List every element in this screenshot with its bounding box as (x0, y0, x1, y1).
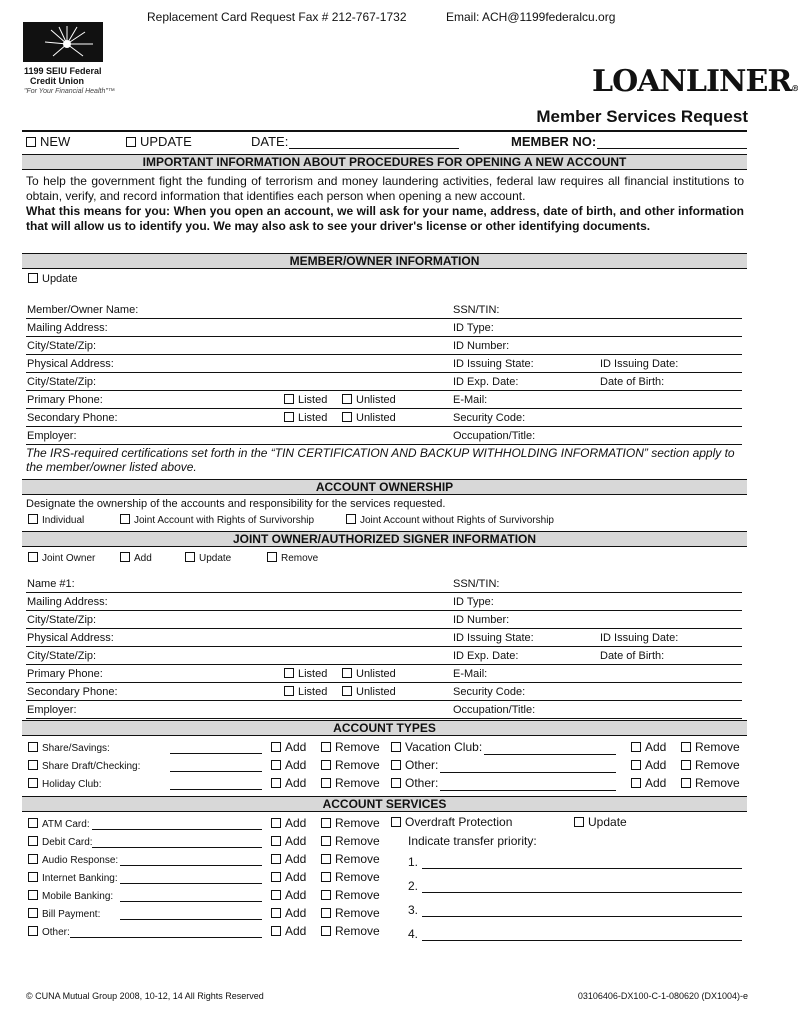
account-type-right-checkbox[interactable] (391, 742, 401, 752)
account-type-left-remove-option[interactable] (321, 759, 380, 772)
joint-owner-label: Joint Owner (42, 553, 96, 564)
service-option[interactable] (28, 890, 113, 903)
listed-label: Listed (298, 412, 328, 424)
account-type-line[interactable] (170, 789, 262, 790)
remove-checkbox[interactable] (321, 854, 331, 864)
joint-field-row[interactable] (26, 629, 742, 647)
joint-without-survivorship-option[interactable] (346, 514, 554, 527)
unlisted-checkbox[interactable] (342, 394, 352, 404)
listed-checkbox[interactable] (284, 686, 294, 696)
add-label: Add (285, 888, 307, 902)
account-type-left-remove-option[interactable] (321, 777, 380, 790)
remove-label: Remove (335, 758, 380, 772)
joint-right-label: Occupation/Title: (453, 704, 536, 716)
service-remove-option[interactable] (321, 817, 380, 830)
overdraft-option[interactable] (391, 816, 512, 829)
service-remove-option[interactable] (321, 853, 380, 866)
overdraft-update-option[interactable] (574, 816, 627, 829)
service-add-option[interactable] (271, 835, 306, 848)
remove-label: Remove (695, 740, 740, 754)
form-code: 03106406-DX100-C-1-080620 (DX1004)-e (577, 991, 748, 1001)
account-type-right-label: Other: (405, 758, 439, 772)
service-option[interactable] (28, 908, 100, 921)
account-type-line[interactable] (170, 771, 262, 772)
service-remove-option[interactable] (321, 925, 380, 938)
account-type-label: Holiday Club: (42, 779, 102, 790)
member-right-label: SSN/TIN: (453, 304, 500, 316)
joint-left-label: Mailing Address: (27, 596, 108, 608)
member-left-label: Physical Address: (27, 358, 114, 370)
add-checkbox[interactable] (631, 760, 641, 770)
account-type-left-add-option[interactable] (271, 741, 306, 754)
member-left-label: Secondary Phone: (27, 412, 118, 424)
cu-tagline: "For Your Financial Health"™ (24, 88, 115, 95)
unlisted-checkbox[interactable] (342, 686, 352, 696)
joint-left-label: City/State/Zip: (27, 614, 97, 626)
joint-left-label: City/State/Zip: (27, 650, 97, 662)
member-unlisted-option[interactable] (342, 394, 396, 406)
service-add-option[interactable] (271, 925, 306, 938)
service-checkbox[interactable] (28, 890, 38, 900)
irs-note: The IRS-required certifications set forth in the “TIN CERTIFICATION AND BACKUP WITHHOLDING INFORMATION” section apply to the member/owner listed above. (26, 446, 735, 474)
member-no-label: MEMBER NO: (511, 134, 597, 149)
member-left-label: Primary Phone: (27, 394, 103, 406)
member-field-row[interactable] (26, 355, 742, 373)
remove-label: Remove (335, 924, 380, 938)
add-label: Add (645, 776, 667, 790)
update-label: UPDATE (140, 134, 192, 149)
individual-option[interactable] (28, 514, 84, 527)
service-remove-option[interactable] (321, 907, 380, 920)
joint-right-label: SSN/TIN: (453, 578, 500, 590)
account-type-right-checkbox[interactable] (391, 760, 401, 770)
new-label: NEW (40, 134, 71, 149)
joint-left-label: Secondary Phone: (27, 686, 118, 698)
page-title: Member Services Request (536, 107, 748, 126)
priority-line[interactable] (422, 916, 742, 917)
joint-field-row[interactable] (26, 647, 742, 665)
add-label: Add (285, 870, 307, 884)
service-option[interactable] (28, 836, 93, 849)
member-right-label: ID Number: (453, 340, 510, 352)
account-services-heading: ACCOUNT SERVICES (22, 796, 747, 812)
service-checkbox[interactable] (28, 926, 38, 936)
member-right-label: E-Mail: (453, 394, 488, 406)
joint-with-survivorship-label: Joint Account with Rights of Survivorship (134, 515, 315, 526)
member-left-label: Employer: (27, 430, 77, 442)
listed-checkbox[interactable] (284, 668, 294, 678)
service-line[interactable] (70, 937, 262, 938)
member-left-label: City/State/Zip: (27, 340, 97, 352)
add-checkbox[interactable] (271, 926, 281, 936)
joint-listed-option[interactable] (284, 686, 327, 698)
remove-label: Remove (335, 870, 380, 884)
member-update-option[interactable] (28, 273, 77, 286)
add-checkbox[interactable] (271, 890, 281, 900)
joint-field-row[interactable] (26, 665, 742, 683)
account-type-checkbox[interactable] (28, 760, 38, 770)
joint-right-label: E-Mail: (453, 668, 488, 680)
joint-right-label: ID Number: (453, 614, 510, 626)
date-label: DATE: (251, 134, 289, 149)
account-type-right-label: Vacation Club: (405, 740, 483, 754)
account-type-right-line[interactable] (440, 772, 616, 773)
member-left-label: Mailing Address: (27, 322, 108, 334)
joint-remove-checkbox[interactable] (267, 552, 277, 562)
remove-label: Remove (335, 834, 380, 848)
unlisted-label: Unlisted (356, 668, 396, 680)
remove-checkbox[interactable] (321, 890, 331, 900)
service-line[interactable] (92, 847, 262, 848)
joint-listed-option[interactable] (284, 668, 327, 680)
joint-right-label: ID Exp. Date: (453, 650, 519, 662)
add-label: Add (285, 776, 307, 790)
account-type-right[interactable] (391, 759, 438, 772)
priority-line[interactable] (422, 868, 742, 869)
unlisted-checkbox[interactable] (342, 668, 352, 678)
unlisted-label: Unlisted (356, 412, 396, 424)
add-checkbox[interactable] (271, 778, 281, 788)
service-label: Other: (42, 927, 70, 938)
joint-field-row[interactable] (26, 701, 742, 719)
account-type-left[interactable] (28, 742, 110, 755)
ownership-description: Designate the ownership of the accounts and responsibility for the services requested. (26, 498, 446, 510)
remove-checkbox[interactable] (321, 778, 331, 788)
important-para1: To help the government fight the funding of terrorism and money laundering activities, federal law requires all financial institutions to obtain, verify, and record information that identifies each person when opening a new account. (26, 174, 744, 203)
joint-right-label: ID Type: (453, 596, 494, 608)
add-checkbox[interactable] (271, 742, 281, 752)
member-owner-heading: MEMBER/OWNER INFORMATION (22, 253, 747, 269)
member-field-row[interactable] (26, 409, 742, 427)
add-label: Add (285, 758, 307, 772)
service-checkbox[interactable] (28, 854, 38, 864)
member-no-field[interactable] (597, 148, 747, 149)
service-option[interactable] (28, 926, 70, 939)
priority-number: 3. (408, 903, 419, 917)
remove-label: Remove (695, 776, 740, 790)
priority-number: 2. (408, 879, 419, 893)
add-checkbox[interactable] (271, 836, 281, 846)
priority-number: 1. (408, 855, 419, 869)
listed-checkbox[interactable] (284, 412, 294, 422)
member-field-row[interactable] (26, 373, 742, 391)
listed-label: Listed (298, 686, 328, 698)
add-label: Add (285, 852, 307, 866)
service-add-option[interactable] (271, 853, 306, 866)
service-add-option[interactable] (271, 907, 306, 920)
joint-add-option[interactable] (120, 552, 152, 565)
joint-unlisted-option[interactable] (342, 668, 396, 680)
account-type-label: Share/Savings: (42, 743, 110, 754)
member-field-row[interactable] (26, 391, 742, 409)
account-type-left[interactable] (28, 778, 101, 791)
add-label: Add (285, 906, 307, 920)
overdraft-label: Overdraft Protection (405, 815, 513, 829)
account-type-right-add-option[interactable] (631, 741, 666, 754)
member-field-row[interactable] (26, 319, 742, 337)
add-checkbox[interactable] (271, 818, 281, 828)
add-checkbox[interactable] (631, 778, 641, 788)
member-right-label: Occupation/Title: (453, 430, 536, 442)
service-add-option[interactable] (271, 871, 306, 884)
remove-label: Remove (335, 776, 380, 790)
member-right-label: ID Type: (453, 322, 494, 334)
member-unlisted-option[interactable] (342, 412, 396, 424)
member-right-label: Security Code: (453, 412, 526, 424)
account-type-right-add-option[interactable] (631, 759, 666, 772)
joint-add-label: Add (134, 553, 152, 564)
listed-checkbox[interactable] (284, 394, 294, 404)
add-checkbox[interactable] (271, 908, 281, 918)
divider (22, 130, 747, 132)
member-listed-option[interactable] (284, 412, 327, 424)
remove-checkbox[interactable] (321, 926, 331, 936)
service-remove-option[interactable] (321, 871, 380, 884)
joint-right-label: Security Code: (453, 686, 526, 698)
account-type-left-add-option[interactable] (271, 777, 306, 790)
remove-checkbox[interactable] (681, 742, 691, 752)
add-checkbox[interactable] (271, 872, 281, 882)
field-underline (26, 444, 742, 445)
field-underline (26, 718, 742, 719)
overdraft-update-checkbox[interactable] (574, 817, 584, 827)
member-left-label: City/State/Zip: (27, 376, 97, 388)
remove-checkbox[interactable] (321, 760, 331, 770)
remove-label: Remove (335, 906, 380, 920)
service-remove-option[interactable] (321, 889, 380, 902)
remove-checkbox[interactable] (321, 742, 331, 752)
member-field-row[interactable] (26, 337, 742, 355)
member-right-label: ID Issuing State: (453, 358, 534, 370)
account-type-right[interactable] (391, 741, 482, 754)
add-label: Add (285, 924, 307, 938)
service-checkbox[interactable] (28, 872, 38, 882)
add-label: Add (285, 816, 307, 830)
remove-checkbox[interactable] (681, 760, 691, 770)
joint-without-survivorship-checkbox[interactable] (346, 514, 356, 524)
account-type-left-add-option[interactable] (271, 759, 306, 772)
service-line[interactable] (120, 901, 262, 902)
member-right-label-2: Date of Birth: (600, 376, 665, 388)
service-add-option[interactable] (271, 817, 306, 830)
joint-update-checkbox[interactable] (185, 552, 195, 562)
service-line[interactable] (120, 865, 262, 866)
service-line[interactable] (92, 829, 262, 830)
joint-field-row[interactable] (26, 683, 742, 701)
member-update-label: Update (42, 273, 78, 285)
joint-owner-checkbox[interactable] (28, 552, 38, 562)
joint-field-row[interactable] (26, 611, 742, 629)
add-label: Add (285, 740, 307, 754)
account-type-right-remove-option[interactable] (681, 777, 740, 790)
account-type-line[interactable] (170, 753, 262, 754)
individual-label: Individual (42, 515, 85, 526)
account-type-checkbox[interactable] (28, 742, 38, 752)
account-type-right-line[interactable] (440, 790, 616, 791)
account-type-right-remove-option[interactable] (681, 759, 740, 772)
service-option[interactable] (28, 818, 90, 831)
service-label: Debit Card: (42, 837, 93, 848)
account-type-right-line[interactable] (484, 754, 616, 755)
cu-name-line2: Credit Union (30, 76, 84, 86)
service-label: ATM Card: (42, 819, 90, 830)
joint-owner-heading: JOINT OWNER/AUTHORIZED SIGNER INFORMATION (22, 531, 747, 547)
service-option[interactable] (28, 854, 118, 867)
joint-right-label-2: Date of Birth: (600, 650, 665, 662)
priority-number: 4. (408, 927, 419, 941)
joint-update-option[interactable] (185, 552, 231, 565)
remove-checkbox[interactable] (681, 778, 691, 788)
joint-field-row[interactable] (26, 575, 742, 593)
remove-label: Remove (335, 852, 380, 866)
copyright: © CUNA Mutual Group 2008, 10-12, 14 All Rights Reserved (26, 991, 264, 1001)
transfer-priority-label: Indicate transfer priority: (408, 834, 537, 848)
remove-checkbox[interactable] (321, 908, 331, 918)
new-checkbox[interactable] (26, 137, 36, 147)
remove-label: Remove (335, 816, 380, 830)
loanliner-logo (592, 66, 798, 104)
credit-union-name (24, 66, 102, 86)
account-type-right[interactable] (391, 777, 438, 790)
unlisted-checkbox[interactable] (342, 412, 352, 422)
service-line[interactable] (120, 883, 262, 884)
overdraft-update-label: Update (588, 815, 627, 829)
joint-left-label: Name #1: (27, 578, 75, 590)
account-type-right-add-option[interactable] (631, 777, 666, 790)
service-label: Audio Response: (42, 855, 119, 866)
remove-checkbox[interactable] (321, 818, 331, 828)
remove-label: Remove (335, 888, 380, 902)
add-checkbox[interactable] (631, 742, 641, 752)
service-label: Internet Banking: (42, 873, 118, 884)
member-listed-option[interactable] (284, 394, 327, 406)
account-type-label: Share Draft/Checking: (42, 761, 141, 772)
cu-name-line1: 1199 SEIU Federal (24, 66, 102, 76)
joint-with-survivorship-option[interactable] (120, 514, 314, 527)
update-checkbox[interactable] (126, 137, 136, 147)
unlisted-label: Unlisted (356, 394, 396, 406)
account-types-heading: ACCOUNT TYPES (22, 720, 747, 736)
service-label: Bill Payment: (42, 909, 101, 920)
member-update-checkbox[interactable] (28, 273, 38, 283)
add-checkbox[interactable] (271, 760, 281, 770)
joint-left-label: Primary Phone: (27, 668, 103, 680)
joint-unlisted-option[interactable] (342, 686, 396, 698)
fax-number: Replacement Card Request Fax # 212-767-1732 (147, 10, 407, 24)
service-remove-option[interactable] (321, 835, 380, 848)
listed-label: Listed (298, 394, 328, 406)
service-line[interactable] (120, 919, 262, 920)
joint-right-label: ID Issuing State: (453, 632, 534, 644)
account-type-left[interactable] (28, 760, 140, 773)
account-type-checkbox[interactable] (28, 778, 38, 788)
joint-remove-option[interactable] (267, 552, 318, 565)
priority-line[interactable] (422, 940, 742, 941)
member-field-row[interactable] (26, 427, 742, 445)
service-label: Mobile Banking: (42, 891, 114, 902)
service-checkbox[interactable] (28, 818, 38, 828)
joint-update-label: Update (199, 553, 232, 564)
member-right-label-2: ID Issuing Date: (600, 358, 679, 370)
joint-left-label: Employer: (27, 704, 77, 716)
remove-checkbox[interactable] (321, 836, 331, 846)
unlisted-label: Unlisted (356, 686, 396, 698)
joint-field-row[interactable] (26, 593, 742, 611)
remove-checkbox[interactable] (321, 872, 331, 882)
registered-mark: ® (791, 83, 798, 93)
important-para2: What this means for you: When you open an account, we will ask for your name, address, date of birth, and other information that will allow us to identify you. We may also ask to see your driver's license or other identifying documents. (26, 204, 744, 233)
member-left-label: Member/Owner Name: (27, 304, 139, 316)
account-type-right-label: Other: (405, 776, 439, 790)
member-right-label: ID Exp. Date: (453, 376, 519, 388)
service-checkbox[interactable] (28, 836, 38, 846)
account-type-right-remove-option[interactable] (681, 741, 740, 754)
update-option[interactable] (126, 134, 192, 149)
add-label: Add (285, 834, 307, 848)
joint-with-survivorship-checkbox[interactable] (120, 514, 130, 524)
starburst-logo-icon (23, 22, 103, 62)
joint-right-label-2: ID Issuing Date: (600, 632, 679, 644)
remove-label: Remove (695, 758, 740, 772)
joint-owner-option[interactable] (28, 552, 95, 565)
joint-left-label: Physical Address: (27, 632, 114, 644)
individual-checkbox[interactable] (28, 514, 38, 524)
member-field-row[interactable] (26, 301, 742, 319)
service-add-option[interactable] (271, 889, 306, 902)
date-field[interactable] (289, 148, 459, 149)
add-label: Add (645, 740, 667, 754)
add-label: Add (645, 758, 667, 772)
overdraft-checkbox[interactable] (391, 817, 401, 827)
listed-label: Listed (298, 668, 328, 680)
account-ownership-heading: ACCOUNT OWNERSHIP (22, 479, 747, 495)
important-heading: IMPORTANT INFORMATION ABOUT PROCEDURES FOR OPENING A NEW ACCOUNT (22, 154, 747, 170)
account-type-left-remove-option[interactable] (321, 741, 380, 754)
joint-without-survivorship-label: Joint Account without Rights of Survivorship (360, 515, 554, 526)
joint-add-checkbox[interactable] (120, 552, 130, 562)
service-checkbox[interactable] (28, 908, 38, 918)
credit-union-logo (23, 22, 103, 62)
priority-line[interactable] (422, 892, 742, 893)
loanliner-wordmark: LOANLINER (592, 64, 792, 99)
email-address: Email: ACH@1199federalcu.org (446, 10, 616, 24)
remove-label: Remove (335, 740, 380, 754)
account-type-right-checkbox[interactable] (391, 778, 401, 788)
service-option[interactable] (28, 872, 118, 885)
new-option[interactable] (26, 134, 70, 149)
add-checkbox[interactable] (271, 854, 281, 864)
joint-remove-label: Remove (281, 553, 319, 564)
